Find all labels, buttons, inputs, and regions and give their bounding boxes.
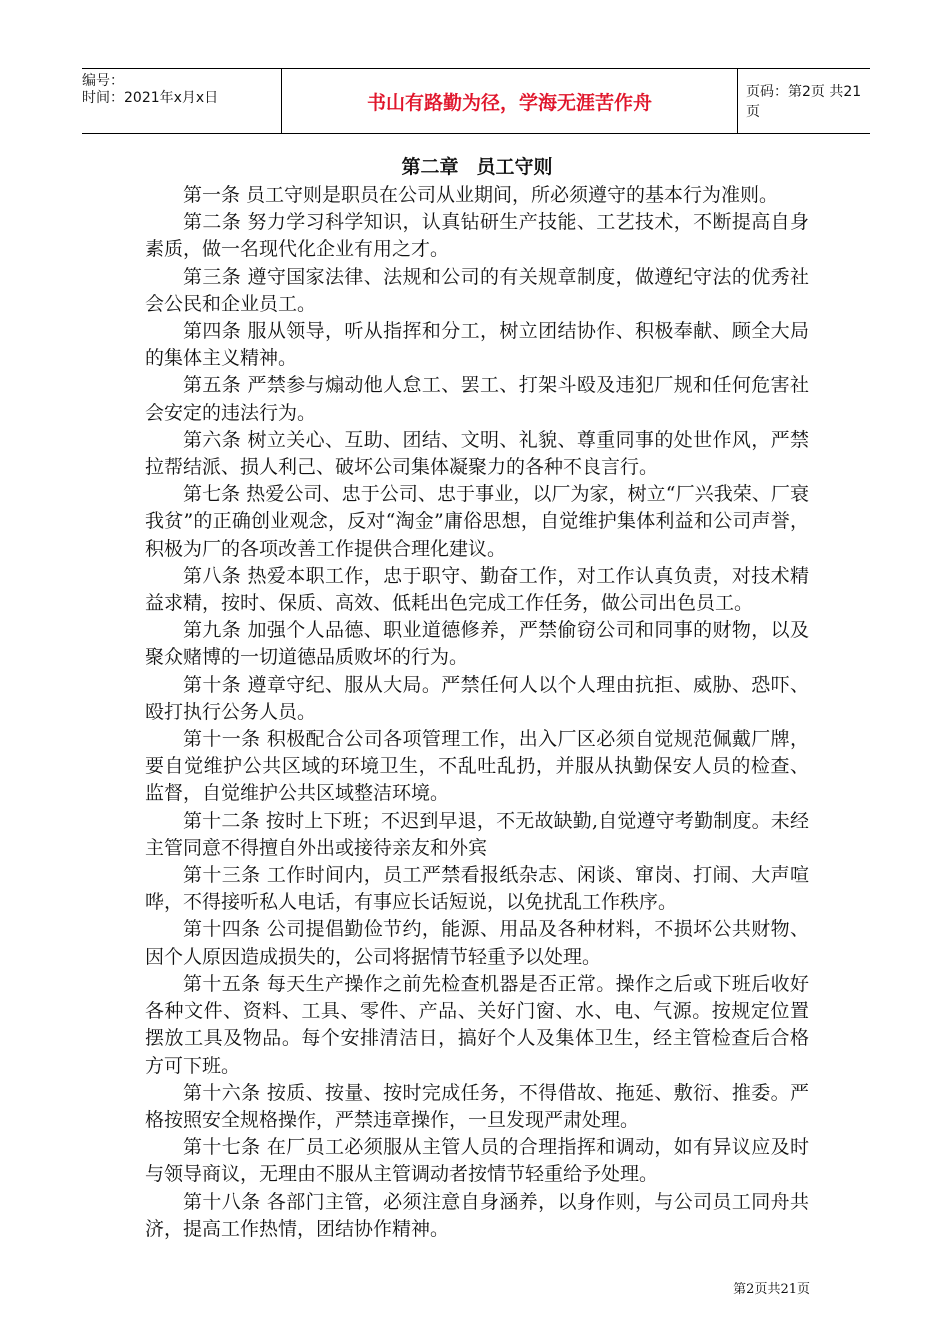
page-header [82, 68, 870, 134]
article-13: 第十三条 工作时间内，员工严禁看报纸杂志、闲谈、窜岗、打闹、大声喧哗，不得接听私人电话，有事应长话短说，以免扰乱工作秩序。 [145, 864, 809, 914]
header-page-number: 页码：第2页 共21页 [746, 84, 862, 120]
chapter-number: 第二章 [401, 156, 459, 178]
article-1: 第一条 员工守则是职员在公司从业期间，所必须遵守的基本行为准则。 [183, 184, 779, 206]
document-number-label: 编号： [82, 73, 124, 89]
article-18: 第十八条 各部门主管，必须注意自身涵养，以身作则，与公司员工同舟共济，提高工作热情，团结协作精神。 [145, 1190, 809, 1240]
article-7: 第七条 热爱公司、忠于公司、忠于事业，以厂为家，树立“厂兴我荣、厂衰我贫”的正确创业观念，反对“淘金”庸俗思想，自觉维护集体利益和公司声誉，积极为厂的各项改善工作提供合理化建议。 [145, 483, 809, 560]
page-footer-number: 第2页共21页 [733, 1282, 810, 1297]
article-2: 第二条 努力学习科学知识，认真钻研生产技能、工艺技术，不断提高自身素质，做一名现代化企业有用之才。 [145, 211, 809, 261]
article-15: 第十五条 每天生产操作之前先检查机器是否正常。操作之后或下班后收好各种文件、资料、工具、零件、产品、关好门窗、水、电、气源。按规定位置摆放工具及物品。每个安排清洁日，搞好个人及集体卫生，经主管检查后合格方可下班。 [145, 972, 809, 1077]
article-9: 第九条 加强个人品德、职业道德修养，严禁偷窃公司和同事的财物，以及聚众赌博的一切道德品质败坏的行为。 [145, 619, 809, 669]
article-12: 第十二条 按时上下班；不迟到早退，不无故缺勤,自觉遵守考勤制度。未经主管同意不得擅自外出或接待亲友和外宾 [145, 809, 809, 859]
article-4: 第四条 服从领导，听从指挥和分工，树立团结协作、积极奉献、顾全大局的集体主义精神。 [145, 320, 809, 370]
article-14: 第十四条 公司提倡勤俭节约，能源、用品及各种材料，不损坏公共财物、因个人原因造成损失的，公司将据情节轻重予以处理。 [145, 918, 809, 968]
article-6: 第六条 树立关心、互助、团结、文明、礼貌、尊重同事的处世作风，严禁拉帮结派、损人利己、破坏公司集体凝聚力的各种不良言行。 [145, 428, 809, 479]
article-8: 第八条 热爱本职工作，忠于职守、勤奋工作，对工作认真负责，对技术精益求精，按时、保质、高效、低耗出色完成工作任务，做公司出色员工。 [145, 564, 809, 615]
article-17: 第十七条 在厂员工必须服从主管人员的合理指挥和调动，如有异议应及时与领导商议，无理由不服从主管调动者按情节轻重给予处理。 [145, 1136, 809, 1186]
document-time-label: 时间：2021年x月x日 [82, 90, 219, 106]
header-info-cell [82, 69, 282, 133]
article-5: 第五条 严禁参与煽动他人怠工、罢工、打架斗殴及违犯厂规和任何危害社会安定的违法行为。 [145, 374, 809, 424]
document-body [145, 152, 809, 1243]
chapter-title [145, 152, 809, 182]
article-11: 第十一条 积极配合公司各项管理工作，出入厂区必须自觉规范佩戴厂牌，要自觉维护公共区域的环境卫生，不乱吐乱扔，并服从执勤保安人员的检查、监督，自觉维护公共区域整洁环境。 [145, 728, 809, 805]
chapter-name: 员工守则 [476, 156, 553, 178]
article-16: 第十六条 按质、按量、按时完成任务，不得借故、拖延、敷衍、推委。严格按照安全规格操作，严禁违章操作，一旦发现严肃处理。 [145, 1081, 809, 1131]
header-motto: 书山有路勤为径，学海无涯苦作舟 [282, 69, 738, 133]
article-3: 第三条 遵守国家法律、法规和公司的有关规章制度，做遵纪守法的优秀社会公民和企业员工。 [145, 265, 809, 315]
article-10: 第十条 遵章守纪、服从大局。严禁任何人以个人理由抗拒、威胁、恐吓、殴打执行公务人员。 [145, 673, 809, 723]
